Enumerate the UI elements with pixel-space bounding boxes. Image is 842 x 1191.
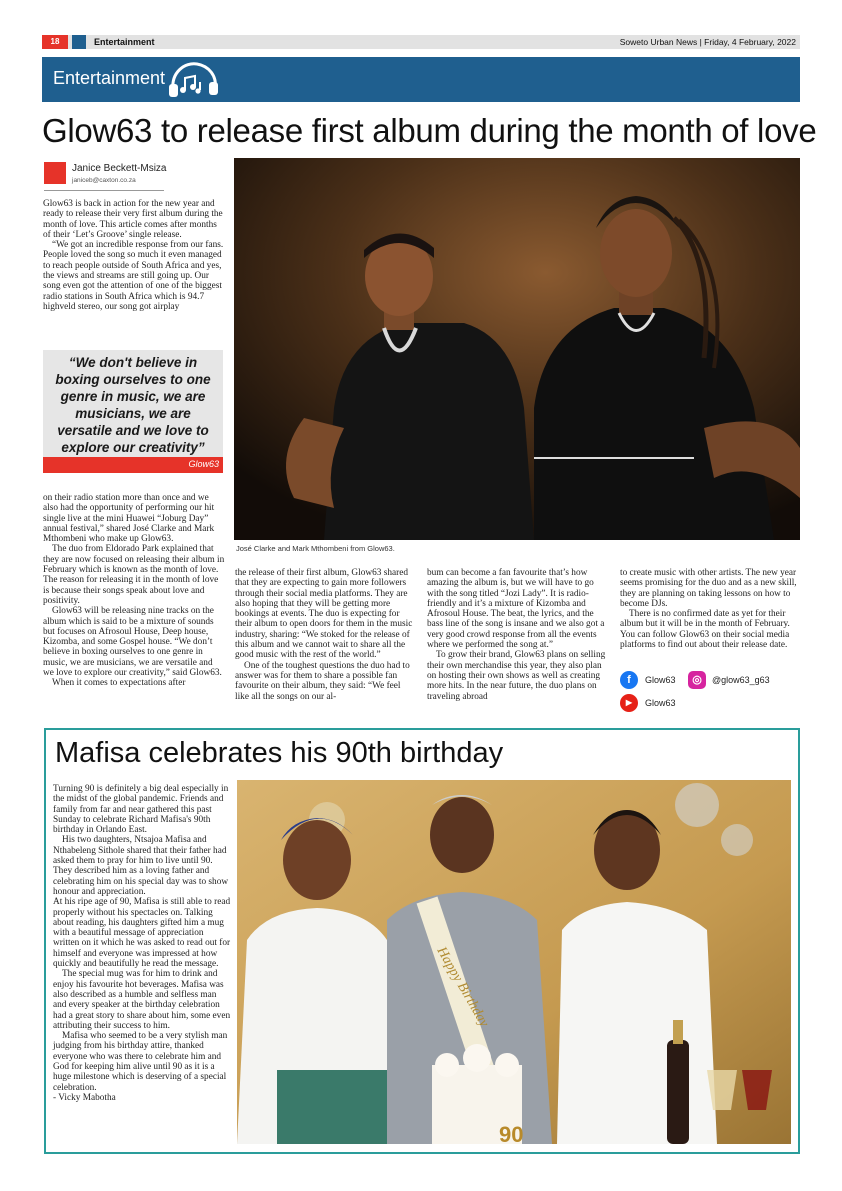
article-column-1-bottom xyxy=(43,493,225,689)
birthday-sash-text: Happy Birthday xyxy=(433,944,492,1030)
paragraph: “We got an incredible response from our fans. People loved the song so much it even managed to reach people outside of South Africa and yes, the views and streams are still going up. Our song even got the attention of one of the biggest radio stations in South Africa which is 94.7 highveld stereo, our song got airplay xyxy=(43,240,224,312)
cake-number: 90 xyxy=(499,1122,524,1144)
article-column-3 xyxy=(427,568,609,702)
paragraph: on their radio station more than once and we also had the opportunity of performing our hit single live at the mini Huawei “Joburg Day” annual festival,” shared José Clarke and Mark Mthombeni who make up Glow63. xyxy=(43,493,215,545)
youtube-handle[interactable]: Glow63 xyxy=(645,698,676,708)
article-2-byline: - Vicky Mabotha xyxy=(53,1092,116,1103)
author-photo xyxy=(44,162,66,184)
duo-illustration xyxy=(234,158,800,540)
article-column-2 xyxy=(235,568,415,702)
birthday-illustration xyxy=(237,780,791,1144)
article-column-4 xyxy=(620,568,800,650)
page-number: 18 xyxy=(42,35,68,49)
article-2-body xyxy=(53,784,231,1103)
glow63-duo-photo xyxy=(234,158,800,540)
paragraph: Turning 90 is definitely a big deal especially in the midst of the global pandemic. Friends and family from far and near gathered this past Sunday to celebrate Richard Mafisa's 90th birthday in Orlando East. xyxy=(53,784,229,836)
facebook-handle[interactable]: Glow63 xyxy=(645,675,676,685)
youtube-icon[interactable]: ▶ xyxy=(620,694,638,712)
paragraph: One of the toughest questions the duo had to answer was for them to share a possible fan favourite on their album, they said: “We feel like all the songs on our al- xyxy=(235,660,410,702)
author-email[interactable]: janiceb@caxton.co.za xyxy=(72,177,136,184)
paragraph: bum can become a fan favourite that’s how amazing the album is, but we will have to go with the song titled “Jozi Lady”. It is radio-friendly and it’s a mixture of Kizomba and Afrosoul House. The beat, the lyrics, and the bass line of the song is insane and we also got a very good crowd response from all the events where we performed the song at.” xyxy=(427,568,605,651)
pull-quote-attribution: Glow63 xyxy=(188,459,219,469)
paragraph: There is no confirmed date as yet for their album but it will be in the month of February. You can follow Glow63 on their social media platforms to find out about their release date. xyxy=(620,609,790,651)
paragraph: To grow their brand, Glow63 plans on selling their own merchandise this year, they also plan on hosting their own shows as well as creating more hits. In the near future, the duo plans on traveling abroad xyxy=(427,650,606,702)
byline-divider xyxy=(44,190,164,191)
paragraph: the release of their first album, Glow63 shared that they are expecting to gain more followers through their social media platforms. They are also hoping that they will be getting more bookings at events. The duo is expecting for their album to open doors for them in the music industry, sharing: “We stoked for the release of this album and we cannot wait to share all the good music with the rest of the world.” xyxy=(235,568,413,661)
article-2-headline: Mafisa celebrates his 90th birthday xyxy=(55,737,504,769)
paragraph: Mafisa who seemed to be a very stylish man judging from his birthday attire, thanked everyone who was there to celebrate him and God for keeping him alive until 90 as it is a huge milestone which is deserving of a special celebration. xyxy=(53,1031,228,1093)
pull-quote-text: “We don't believe in boxing ourselves to one genre in music, we are musicians, we are versatile and we love to explore our creativity” xyxy=(55,355,211,455)
headphones-music-icon xyxy=(165,60,221,100)
section-marker xyxy=(72,35,86,49)
paragraph: The duo from Eldorado Park explained that they are now focused on releasing their album in February which is known as the month of love. The reason for releasing it in the month of love is because their songs speak about love and positivity. xyxy=(43,544,225,606)
pull-quote xyxy=(43,350,223,473)
photo-caption: José Clarke and Mark Mthombeni from Glow63. xyxy=(236,544,395,553)
birthday-photo xyxy=(237,780,791,1144)
author-name: Janice Beckett-Msiza xyxy=(72,163,167,174)
article-column-1-top xyxy=(43,199,225,312)
instagram-handle[interactable]: @glow63_g63 xyxy=(712,675,770,685)
instagram-icon[interactable]: ◎ xyxy=(688,671,706,689)
pull-quote-bar xyxy=(43,457,223,473)
section-banner xyxy=(42,57,800,102)
paragraph: When it comes to expectations after xyxy=(52,678,186,689)
paragraph: The special mug was for him to drink and enjoy his favourite hot beverages. Mafisa was also described as a humble and selfless man and every speaker at the birthday celebration had a great story to share about him, some even attributing their success to him. xyxy=(53,969,231,1031)
article-headline: Glow63 to release first album during the month of love xyxy=(42,112,817,149)
paragraph: His two daughters, Ntsajoa Mafisa and Nthabeleng Sithole shared that their father had asked them to pray for him to live until 90. They described him as a loving father and celebrating him on his special day was to show honour and appreciation. xyxy=(53,835,229,897)
paragraph: to create music with other artists. The new year seems promising for the duo and as a new skill, they are planning on taking lessons on how to become DJs. xyxy=(620,568,797,609)
paragraph: At his ripe age of 90, Mafisa is still able to read properly without his spectacles on. Talking about reading, his daughters gifted him a mug with a beautiful message of appreciation written on it which he was asked to read out for himself and everyone was impressed at how quickly and beautifully he read the message. xyxy=(53,897,231,970)
banner-label: Entertainment xyxy=(53,68,166,88)
top-bar xyxy=(42,35,800,49)
issue-date: Soweto Urban News | Friday, 4 February, 2022 xyxy=(619,37,796,47)
paragraph: Glow63 is back in action for the new year and ready to release their very first album during the month of love. This article comes after months of their ‘Let’s Groove’ single release. xyxy=(43,199,223,240)
facebook-icon[interactable]: f xyxy=(620,671,638,689)
section-name: Entertainment xyxy=(94,37,155,47)
paragraph: Glow63 will be releasing nine tracks on the album which is said to be a mixture of sounds but focuses on Afrosoul House, Deep house, Kizomba, and some Gospel house. “We don’t believe in boxing ourselves to one genre in music, we are musicians, we are versatile and we love to explore our creativity,” said Glow63. xyxy=(43,606,222,679)
